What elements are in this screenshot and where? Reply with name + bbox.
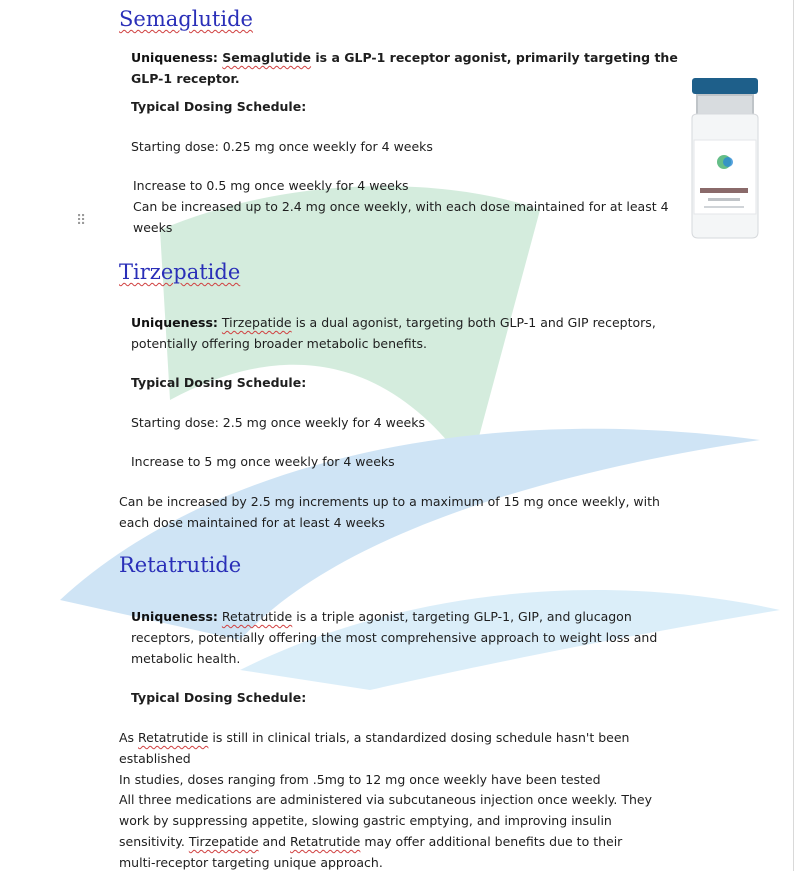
summary-line-4: multi-receptor targeting unique approach. [119,855,383,870]
heading-retatrutide: Retatrutide [119,553,242,577]
drug-name: Retatrutide [290,834,361,849]
summary-line-1: All three medications are administered via subcutaneous injection once weekly. They [119,792,653,807]
drug-name: Retatrutide [138,730,209,745]
tirzepatide-dose-3: Can be increased by 2.5 mg increments up to a maximum of 15 mg once weekly, with [119,494,660,509]
drug-name: Tirzepatide [188,834,259,849]
note-text: is still in clinical trials, a standardized dosing schedule hasn't been [208,730,630,745]
retatrutide-uniqueness-line3: metabolic health. [131,651,241,666]
tirzepatide-dose-3b: each dose maintained for at least 4 weeks [119,515,385,530]
tirzepatide-uniqueness [131,312,656,333]
uniqueness-text: is a dual agonist, targeting both GLP-1 and GIP receptors, [291,315,656,330]
semaglutide-uniqueness-line2: GLP-1 receptor. [131,71,240,86]
summary-text: may offer additional benefits due to their [360,834,623,849]
note-text: As [119,730,139,745]
uniqueness-label: Uniqueness: [131,50,218,65]
heading-semaglutide: Semaglutide [119,7,253,31]
heading-tirzepatide: Tirzepatide [119,260,241,284]
retatrutide-note-2: In studies, doses ranging from .5mg to 12 mg once weekly have been tested [119,772,601,787]
semaglutide-dose-2: Increase to 0.5 mg once weekly for 4 weeks [133,178,409,193]
drag-handle-icon[interactable]: ⠿ [76,213,88,229]
retatrutide-uniqueness [131,606,632,627]
semaglutide-uniqueness [131,47,678,68]
tirzepatide-dose-2: Increase to 5 mg once weekly for 4 weeks [131,454,395,469]
uniqueness-label: Uniqueness: [131,609,218,624]
retatrutide-note-1 [119,727,629,748]
semaglutide-dose-3b: weeks [133,220,173,235]
retatrutide-note-1b: established [119,751,191,766]
retatrutide-dosing-label: Typical Dosing Schedule: [131,690,307,705]
tirzepatide-uniqueness-line2: potentially offering broader metabolic benefits. [131,336,427,351]
drug-name: Semaglutide [222,50,312,65]
summary-text: sensitivity. [119,834,189,849]
semaglutide-dose-3: Can be increased up to 2.4 mg once weekly, with each dose maintained for at least 4 [133,199,669,214]
drug-name: Tirzepatide [221,315,292,330]
vial-image [688,76,766,240]
semaglutide-dose-1: Starting dose: 0.25 mg once weekly for 4 weeks [131,139,433,154]
summary-line-3 [119,831,622,852]
summary-text: and [258,834,291,849]
retatrutide-uniqueness-line2: receptors, potentially offering the most comprehensive approach to weight loss and [131,630,658,645]
semaglutide-dosing-label: Typical Dosing Schedule: [131,99,307,114]
uniqueness-label: Uniqueness: [131,315,218,330]
summary-line-2: work by suppressing appetite, slowing gastric emptying, and improving insulin [119,813,612,828]
uniqueness-text: is a triple agonist, targeting GLP-1, GIP, and glucagon [292,609,632,624]
tirzepatide-dosing-label: Typical Dosing Schedule: [131,375,307,390]
uniqueness-text: is a GLP-1 receptor agonist, primarily targeting the [311,50,678,65]
tirzepatide-dose-1: Starting dose: 2.5 mg once weekly for 4 weeks [131,415,425,430]
drug-name: Retatrutide [221,609,293,624]
